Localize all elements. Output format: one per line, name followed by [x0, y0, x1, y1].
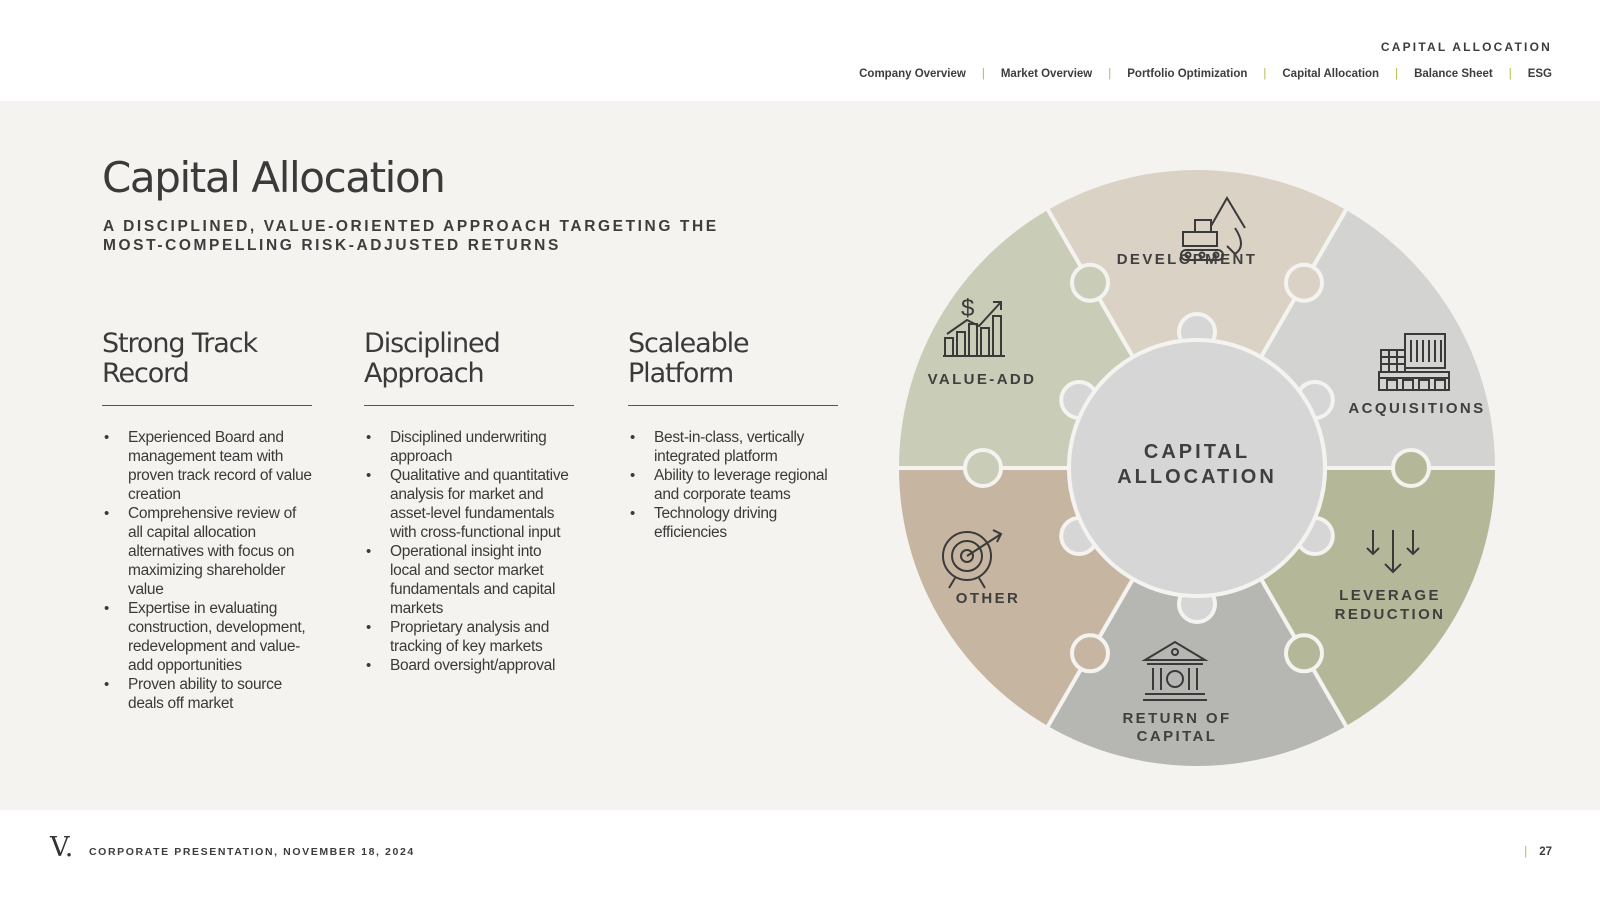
column-title — [102, 329, 312, 406]
nav-capital-allocation[interactable]: Capital Allocation — [1282, 68, 1380, 80]
label-return-line2: CAPITAL — [1136, 728, 1218, 745]
section-label: CAPITAL ALLOCATION — [1380, 40, 1552, 54]
nav-balance-sheet[interactable]: Balance Sheet — [1414, 68, 1493, 80]
nav-separator: | — [1108, 68, 1112, 80]
label-leverage-line1: LEVERAGE — [1339, 587, 1441, 604]
label-leverage-line2: REDUCTION — [1334, 606, 1446, 623]
nav-market-overview[interactable]: Market Overview — [1000, 68, 1093, 80]
list-item: • Qualitative and quantitative analysis for market and asset-level fundamentals with cross-functional input — [364, 466, 574, 542]
page-title: Capital Allocation — [102, 153, 445, 202]
bullet-list — [364, 428, 574, 675]
column-title-line: Approach — [364, 358, 484, 389]
company-logo: V. — [50, 832, 74, 863]
column-scaleable-platform — [628, 329, 838, 542]
nav-esg[interactable]: ESG — [1527, 68, 1552, 80]
column-title-line: Scaleable — [628, 328, 749, 359]
list-item: • Comprehensive review of all capital allocation alternatives with focus on maximizing shareholder value — [102, 504, 312, 599]
label-other: OTHER — [955, 590, 1021, 607]
column-title-line: Disciplined — [364, 328, 500, 359]
list-item: • Best-in-class, vertically integrated platform — [628, 428, 838, 466]
svg-text:$: $ — [961, 295, 975, 322]
bullet-list — [628, 428, 838, 542]
label-value-add: VALUE-ADD — [927, 371, 1037, 388]
footer — [0, 810, 1600, 899]
footer-text: CORPORATE PRESENTATION, NOVEMBER 18, 2024 — [89, 846, 415, 858]
page-number — [1524, 846, 1552, 858]
page-number-value: 27 — [1539, 846, 1552, 858]
list-item: • Expertise in evaluating construction, development, redevelopment and value-add opportunities — [102, 599, 312, 675]
capital-allocation-wheel — [887, 158, 1507, 778]
list-item: • Experienced Board and management team with proven track record of value creation — [102, 428, 312, 504]
column-title-line: Platform — [628, 358, 734, 389]
header — [0, 0, 1600, 101]
nav-company-overview[interactable]: Company Overview — [859, 68, 966, 80]
column-disciplined-approach — [364, 329, 574, 675]
puzzle-tab — [1393, 450, 1429, 486]
nav-separator: | — [1508, 68, 1512, 80]
main-content — [0, 101, 1600, 810]
column-title-line: Record — [102, 358, 189, 389]
page-subtitle: A DISCIPLINED, VALUE-ORIENTED APPROACH TARGETING THE MOST-COMPELLING RISK-ADJUSTED RETURNS — [103, 218, 719, 254]
list-item: • Board oversight/approval — [364, 656, 574, 675]
nav-separator: | — [1263, 68, 1267, 80]
top-nav — [859, 68, 1552, 80]
nav-portfolio-optimization[interactable]: Portfolio Optimization — [1127, 68, 1248, 80]
list-item: • Disciplined underwriting approach — [364, 428, 574, 466]
list-item: • Ability to leverage regional and corporate teams — [628, 466, 838, 504]
center-label-line1: CAPITAL — [1143, 441, 1251, 463]
column-title-line: Strong Track — [102, 328, 258, 359]
label-development: DEVELOPMENT — [1116, 251, 1258, 268]
nav-separator: | — [981, 68, 985, 80]
column-title — [628, 329, 838, 406]
list-item: • Operational insight into local and sector market fundamentals and capital markets — [364, 542, 574, 618]
puzzle-tab — [1286, 265, 1322, 301]
puzzle-tab — [1072, 635, 1108, 671]
center-label-line2: ALLOCATION — [1117, 466, 1277, 488]
puzzle-tab — [965, 450, 1001, 486]
column-title — [364, 329, 574, 406]
list-item: • Proprietary analysis and tracking of key markets — [364, 618, 574, 656]
puzzle-tab — [1286, 635, 1322, 671]
list-item: • Proven ability to source deals off market — [102, 675, 312, 713]
label-acquisitions: ACQUISITIONS — [1348, 400, 1486, 417]
puzzle-tab — [1072, 265, 1108, 301]
bullet-list — [102, 428, 312, 713]
nav-separator: | — [1395, 68, 1399, 80]
column-strong-track-record — [102, 329, 312, 713]
label-return-line1: RETURN OF — [1122, 710, 1232, 727]
page-separator: | — [1524, 846, 1528, 858]
list-item: • Technology driving efficiencies — [628, 504, 838, 542]
